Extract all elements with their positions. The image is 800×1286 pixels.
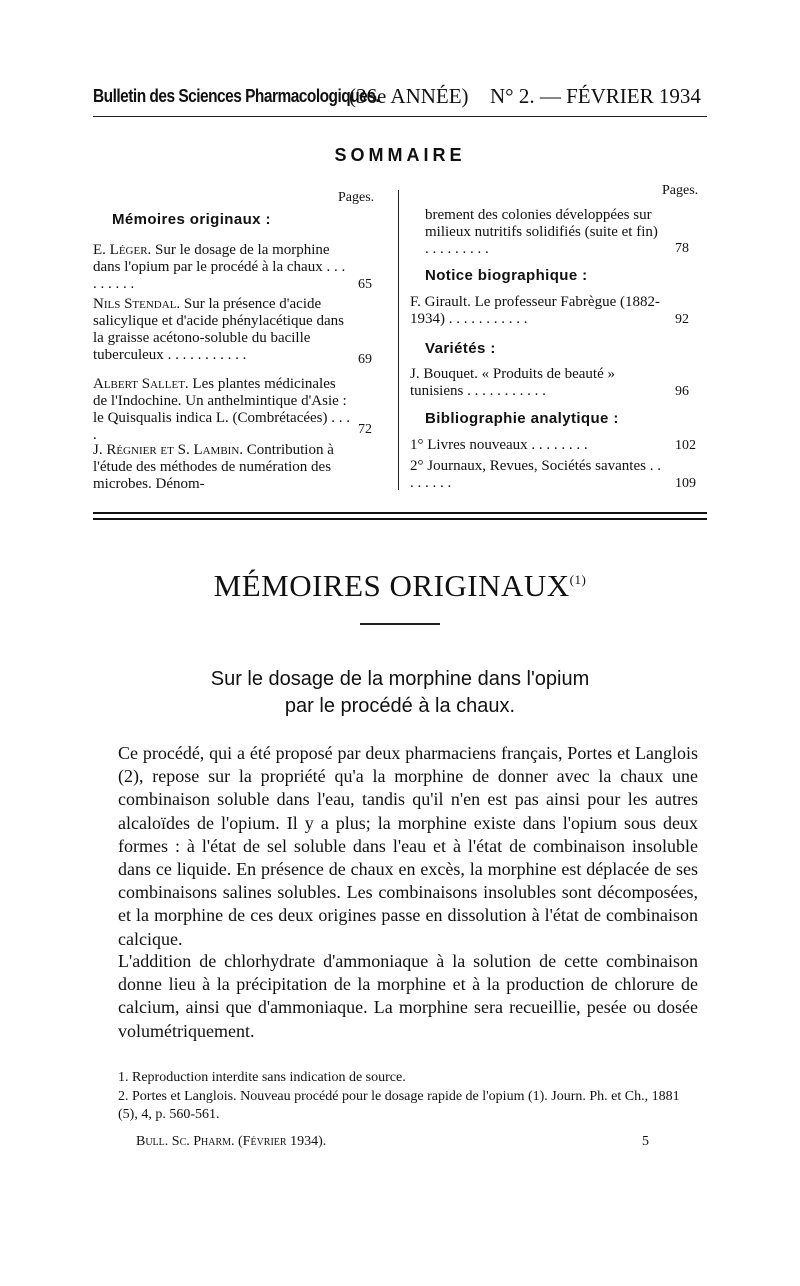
toc-entry [93,442,351,493]
toc-page: 109 [675,476,696,491]
toc-entry: F. Girault. Le professeur Fabrègue (1882-1934) . . . . . . . . . . . [410,294,660,327]
heading-footnote-ref: (1) [569,572,587,587]
toc-text: Les plantes médicinales de l'Indochine. Un anthelmintique d'Asie : le Quisqualis indica L. (Combrétacées) [93,376,347,426]
toc-entry: Albert Sallet. Les plantes médicinales de l'Indochine. Un anthelmintique d'Asie : le Quisqualis indica L. (Combrétacées) . . . . [93,376,351,443]
toc-entry: 2° Journaux, Revues, Sociétés savantes . . . . . . . . [410,458,661,491]
footnote: 1. Reproduction interdite sans indication de source. [118,1070,406,1085]
toc-author: Albert Sallet. [93,376,189,392]
toc-page: 78 [675,241,689,256]
pages-label-left: Pages. [338,190,375,205]
footnote: 2. Portes et Langlois. Nouveau procédé pour le dosage rapide de l'opium (1). Journ. Ph. et Ch., 1881 (5), 4, p. 560-561. [118,1089,680,1122]
sommaire-title: SOMMAIRE [334,145,466,165]
double-rule-top [93,512,707,514]
issue-date: N° 2. — FÉVRIER 1934 [490,84,701,108]
toc-author: Nils Stendal. [93,296,181,312]
double-rule-bottom [93,518,707,520]
journal-year: (36e ANNÉE) [349,84,469,108]
section-memoires: Mémoires originaux : [112,211,271,228]
heading-rule [360,623,440,625]
toc-page: 92 [675,312,689,327]
toc-text: Sur la présence d'acide salicylique et d'acide phénylacétique dans la graisse acétono-soluble du bacille tuberculeux [93,296,344,363]
toc-text: J. Bouquet. « Produits de beauté » tunisiens [410,366,615,399]
heading-text: MÉMOIRES ORIGINAUX [213,568,570,603]
journal-title: Bulletin des Sciences Pharmacologiques. [93,86,380,106]
section-varietes: Variétés : [425,340,496,357]
toc-continuation: brement des colonies développées sur milieux nutritifs solidifiés (suite et fin) . . . . . . . . . [425,207,658,257]
toc-entry: Nils Stendal. Sur la présence d'acide salicylique et d'acide phénylacétique dans la graisse acétono-soluble du bacille tuberculeux . . . . . . . . . . . [93,296,344,363]
header-rule [93,116,707,117]
toc-text: Sur le dosage de la morphine dans l'opium par le procédé à la chaux [93,242,330,275]
toc-entry: E. Léger. Sur le dosage de la morphine dans l'opium par le procédé à la chaux . . . . . . . . . [93,242,346,292]
toc-text: 1° Livres nouveaux [410,437,528,453]
toc-page: 102 [675,438,696,453]
section-bibliographie: Bibliographie analytique : [425,410,619,427]
toc-author: J. Régnier et S. Lambin. [93,442,244,458]
pages-label-right: Pages. [662,183,699,198]
toc-author: E. Léger. [93,242,152,258]
toc-text: brement des colonies développées sur milieux nutritifs solidifiés (suite et fin) [425,207,658,240]
article-title-line2: par le procédé à la chaux. [284,695,516,717]
toc-page: 69 [358,352,372,367]
toc-entry: J. Bouquet. « Produits de beauté » tunisiens . . . . . . . . . . . [410,366,615,399]
section-heading [0,568,800,604]
toc-text: 2° Journaux, Revues, Sociétés savantes [410,458,646,474]
toc-page: 96 [675,384,689,399]
article-paragraph: L'addition de chlorhydrate d'ammoniaque à la solution de cette combinaison donne lieu à la précipitation de la morphine et à la production de chlorure de calcium, ainsi que d'ammoniaque. La morphine sera recueillie, pesée ou dosée volumétriquement. [118,951,698,1041]
section-notice: Notice biographique : [425,267,588,284]
toc-text: Contribution à l'étude des méthodes de numération des microbes. Dénom- [93,442,334,492]
toc-entry: 1° Livres nouveaux . . . . . . . . [410,437,588,453]
article-paragraph: Ce procédé, qui a été proposé par deux pharmaciens français, Portes et Langlois (2), repose sur la propriété qu'a la morphine de donner avec la chaux une combinaison soluble dans l'eau, tandis qu'il n'en est pas ainsi pour les autres alcaloïdes de l'opium. Il y a plus; la morphine existe dans l'opium sous deux formes : à l'état de sel soluble dans l'eau et à l'état de combinaison insoluble dans ce liquide. En présence de chaux en excès, la morphine est déplacée de ses combinaisons salines solubles. Les combinaisons insolubles sont décomposées, et la morphine de ces deux origines passe en dissolution à l'état de combinaison calcique. [118,743,698,949]
footer-citation: Bull. Sc. Pharm. (Février 1934). [136,1134,327,1149]
toc-page: 72 [358,422,372,437]
page-number: 5 [642,1134,649,1149]
toc-page: 65 [358,277,372,292]
article-title-line1: Sur le dosage de la morphine dans l'opium [210,668,590,690]
column-divider [398,190,399,490]
toc-text: F. Girault. Le professeur Fabrègue (1882-1934) [410,294,660,327]
